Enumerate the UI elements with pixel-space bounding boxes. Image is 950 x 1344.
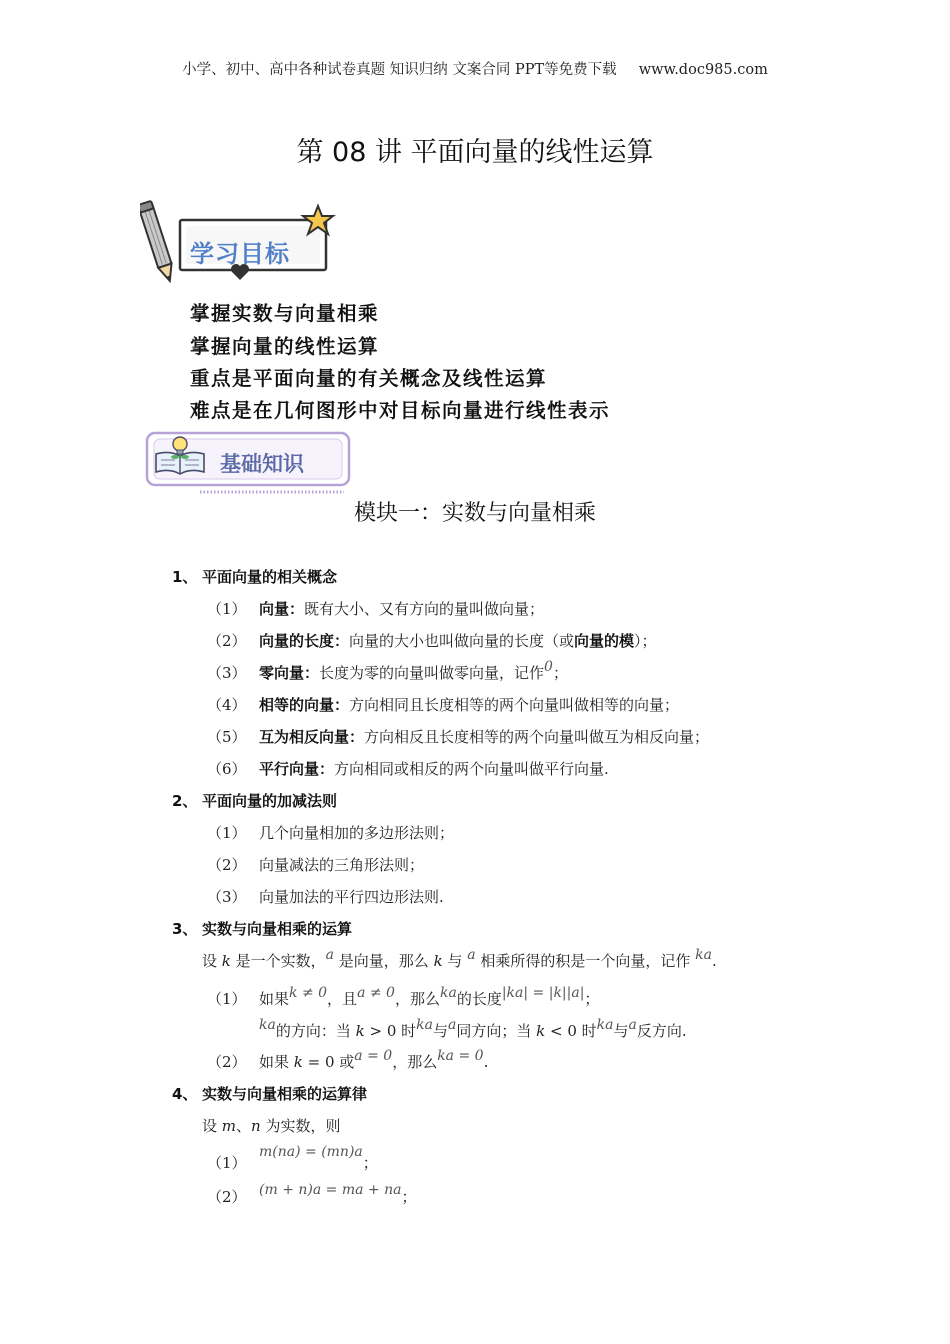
- math-var: m: [221, 1117, 237, 1135]
- text: 与: [432, 1022, 448, 1040]
- section-title: 平面向量的加减法则: [202, 792, 338, 810]
- math-expr: ka: [416, 1017, 433, 1033]
- section-heading: [172, 790, 337, 811]
- item-text: 方向相同或相反的两个向量叫做平行向量.: [334, 760, 609, 778]
- math-expr: a = 0: [354, 1048, 393, 1064]
- list-item: [207, 659, 568, 683]
- text: 相乘所得的积是一个向量，记作: [475, 952, 696, 970]
- item-term: 平行向量：: [259, 760, 335, 778]
- math-var: k: [355, 1022, 365, 1040]
- list-item: [207, 598, 544, 619]
- text: 反方向.: [636, 1022, 687, 1040]
- text: 与: [442, 952, 468, 970]
- section-title: 实数与向量相乘的运算律: [202, 1085, 368, 1103]
- math-expr: a: [467, 947, 476, 963]
- item-index: （2）: [207, 1188, 247, 1206]
- list-item: [207, 1144, 378, 1173]
- list-item: [207, 1048, 489, 1072]
- math-var: k: [433, 952, 443, 970]
- item-index: （2）: [207, 1053, 247, 1071]
- item-term: 向量：: [259, 600, 305, 618]
- item-index: （2）: [207, 632, 247, 650]
- text: 是向量，那么: [334, 952, 434, 970]
- item-index: （3）: [207, 888, 247, 906]
- section-heading: [172, 918, 352, 939]
- text: ，且: [327, 990, 358, 1008]
- item-term: 向量的模: [574, 632, 635, 650]
- header-site[interactable]: www.doc985.com: [638, 62, 768, 78]
- item-term: 互为相反向量：: [259, 728, 365, 746]
- page-title: 第 08 讲 平面向量的线性运算: [296, 137, 654, 168]
- item-index: （1）: [207, 990, 247, 1008]
- item-text: ；: [552, 664, 568, 682]
- math-expr: (m + n)a = ma + na: [259, 1182, 402, 1198]
- item-text: 长度为零的向量叫做零向量，记作: [319, 664, 545, 682]
- paragraph: [202, 947, 717, 971]
- goal-item: 掌握实数与向量相乘: [190, 302, 380, 325]
- math-var: n: [251, 1117, 261, 1135]
- list-item: [207, 694, 679, 715]
- item-index: （5）: [207, 728, 247, 746]
- section-title: 实数与向量相乘的运算: [202, 920, 353, 938]
- math-expr: 0: [544, 659, 553, 675]
- math-expr: ka: [596, 1017, 614, 1033]
- goal-item: 重点是平面向量的有关概念及线性运算: [190, 367, 548, 390]
- text: ；: [584, 990, 600, 1008]
- math-var: k: [293, 1053, 303, 1071]
- list-item: [207, 726, 709, 747]
- item-term: 零向量：: [259, 664, 320, 682]
- item-text: 向量加法的平行四边形法则.: [259, 888, 444, 906]
- item-text: 向量减法的三角形法则；: [259, 856, 425, 874]
- text: 与: [613, 1022, 629, 1040]
- text: ；: [401, 1188, 417, 1206]
- item-index: （2）: [207, 856, 247, 874]
- item-text: 方向相同且长度相等的两个向量叫做相等的向量；: [349, 696, 680, 714]
- text: .: [711, 952, 717, 970]
- text: 同方向；当: [456, 1022, 537, 1040]
- text: 如果: [259, 1053, 294, 1071]
- item-term: 向量的长度：: [259, 632, 350, 650]
- math-var: k: [221, 952, 231, 970]
- text: ；: [362, 1154, 378, 1172]
- item-text: 方向相反且长度相等的两个向量叫做互为相反向量；: [364, 728, 710, 746]
- item-index: （4）: [207, 696, 247, 714]
- list-item: [207, 822, 454, 843]
- pencil-icon: [140, 201, 176, 283]
- math-expr: ka: [439, 985, 457, 1001]
- section-title: 平面向量的相关概念: [202, 568, 338, 586]
- item-index: （1）: [207, 824, 247, 842]
- list-item: [207, 854, 424, 875]
- text: 是一个实数，: [230, 952, 326, 970]
- math-expr: ka: [695, 947, 712, 963]
- text: 设: [202, 952, 222, 970]
- basics-badge-label: 基础知识: [220, 452, 304, 476]
- list-item: [207, 630, 657, 651]
- math-expr: |ka| = |k||a|: [501, 985, 585, 1001]
- item-index: （1）: [207, 600, 247, 618]
- text: > 0 时: [364, 1022, 417, 1040]
- section-heading: [172, 1083, 367, 1104]
- section-number: 3、: [172, 920, 198, 938]
- math-expr: a ≠ 0: [357, 985, 395, 1001]
- text: < 0 时: [545, 1022, 597, 1040]
- math-expr: a: [325, 947, 335, 963]
- goal-item: 难点是在几何图形中对目标向量进行线性表示: [190, 399, 611, 422]
- module-title: 模块一：实数与向量相乘: [353, 501, 596, 526]
- section-number: 1、: [172, 568, 198, 586]
- text: 为实数，则: [260, 1117, 341, 1135]
- item-term: 相等的向量：: [259, 696, 350, 714]
- goals-badge-label: 学习目标: [190, 240, 290, 268]
- text: .: [483, 1053, 489, 1071]
- section-number: 4、: [172, 1085, 198, 1103]
- text: = 0 或: [302, 1053, 355, 1071]
- list-item: [207, 985, 600, 1009]
- text: 的方向：当: [275, 1022, 356, 1040]
- text: 设: [202, 1117, 222, 1135]
- lightbulb-icon: [171, 437, 189, 459]
- paragraph: [202, 1115, 340, 1136]
- math-expr: ka: [259, 1017, 276, 1033]
- item-index: （6）: [207, 760, 247, 778]
- goal-item: 掌握向量的线性运算: [190, 335, 380, 358]
- text: 的长度: [456, 990, 502, 1008]
- list-item: [207, 1182, 417, 1207]
- item-index: （1）: [207, 1154, 247, 1172]
- item-text: ）；: [634, 632, 657, 650]
- math-expr: m(na) = (mn)a: [259, 1144, 363, 1160]
- math-var: k: [536, 1022, 546, 1040]
- item-text: 向量的大小也叫做向量的长度（或: [349, 632, 575, 650]
- list-item: [259, 1017, 687, 1041]
- item-text: 几个向量相加的多边形法则；: [259, 824, 455, 842]
- list-item: [207, 758, 609, 779]
- math-expr: a: [448, 1017, 457, 1033]
- math-expr: ka = 0: [437, 1048, 484, 1064]
- section-number: 2、: [172, 792, 198, 810]
- item-index: （3）: [207, 664, 247, 682]
- item-text: 既有大小、又有方向的量叫做向量；: [304, 600, 545, 618]
- text: ，那么: [392, 1053, 438, 1071]
- header-text: 小学、初中、高中各种试卷真题 知识归纳 文案合同 PPT等免费下载: [182, 62, 617, 78]
- list-item: [207, 886, 444, 907]
- text: 如果: [259, 990, 290, 1008]
- page-header: [0, 58, 950, 79]
- text: 、: [236, 1117, 252, 1135]
- text: ，那么: [394, 990, 440, 1008]
- math-expr: k ≠ 0: [289, 985, 328, 1001]
- section-heading: [172, 566, 337, 587]
- math-expr: a: [628, 1017, 637, 1033]
